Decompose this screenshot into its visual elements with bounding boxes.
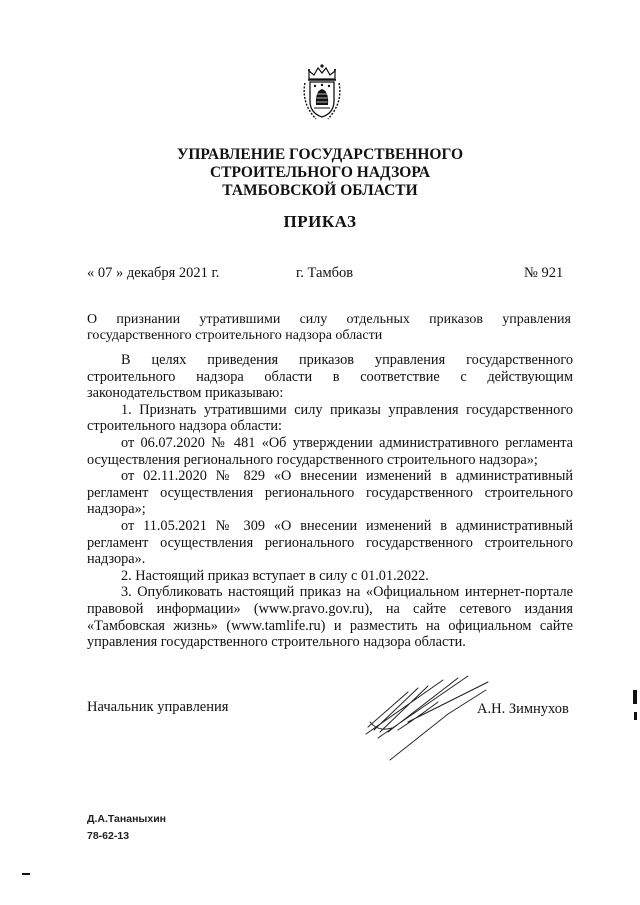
order-date: « 07 » декабря 2021 г. <box>87 265 220 281</box>
signer-position: Начальник управления <box>87 699 229 715</box>
executor-block <box>87 811 166 845</box>
order-body <box>87 352 573 651</box>
scan-mark <box>634 712 637 720</box>
organization-line-2: СТРОИТЕЛЬНОГО НАДЗОРА <box>209 164 431 181</box>
scan-mark <box>22 873 30 875</box>
executor-phone: 78-62-13 <box>87 830 130 842</box>
body-paragraph-item-3: 3. Опубликовать настоящий приказ на «Официальном интернет-портале правовой информации» (www.pravo.gov.ru), на сайте сетевого издания «Тамбовская жизнь» (www.tamlife.ru) и разместить на официальном сайте управления государственного строительного надзора области. <box>87 584 573 651</box>
document-title: ПРИКАЗ <box>283 212 357 231</box>
body-paragraph-order-829: от 02.11.2020 № 829 «О внесении изменений в административный регламент осуществления регионального государственного строительного надзора»; <box>87 468 573 518</box>
organization-line-1: УПРАВЛЕНИЕ ГОСУДАРСТВЕННОГО <box>176 146 464 163</box>
organization-line-3: ТАМБОВСКОЙ ОБЛАСТИ <box>222 182 418 199</box>
body-paragraph-order-309: от 11.05.2021 № 309 «О внесении изменений в административный регламент осуществления регионального государственного строительного надзора». <box>87 517 573 568</box>
body-paragraph-item-1: 1. Признать утратившими силу приказы управления государственного строительного надзора области: <box>87 401 573 435</box>
coat-of-arms-emblem <box>300 63 344 123</box>
body-paragraph-preamble: В целях приведения приказов управления государственного строительного надзора области в соответствие с действующим законодательством приказываю: <box>87 352 573 402</box>
signer-name: А.Н. Зимнухов <box>477 701 569 717</box>
order-city: г. Тамбов <box>296 265 354 281</box>
order-number: № 921 <box>524 265 564 281</box>
executor-name: Д.А.Тананыхин <box>87 813 167 825</box>
body-paragraph-item-2: 2. Настоящий приказ вступает в силу с 01.01.2022. <box>121 567 429 584</box>
organization-header <box>0 146 640 200</box>
scan-mark <box>633 690 637 704</box>
order-subject: О признании утратившими силу отдельных приказов управления государственного строительного надзора области <box>87 312 571 343</box>
body-paragraph-order-481: от 06.07.2020 № 481 «Об утверждении административного регламента осуществления регионального государственного строительного надзора»; <box>87 434 573 468</box>
